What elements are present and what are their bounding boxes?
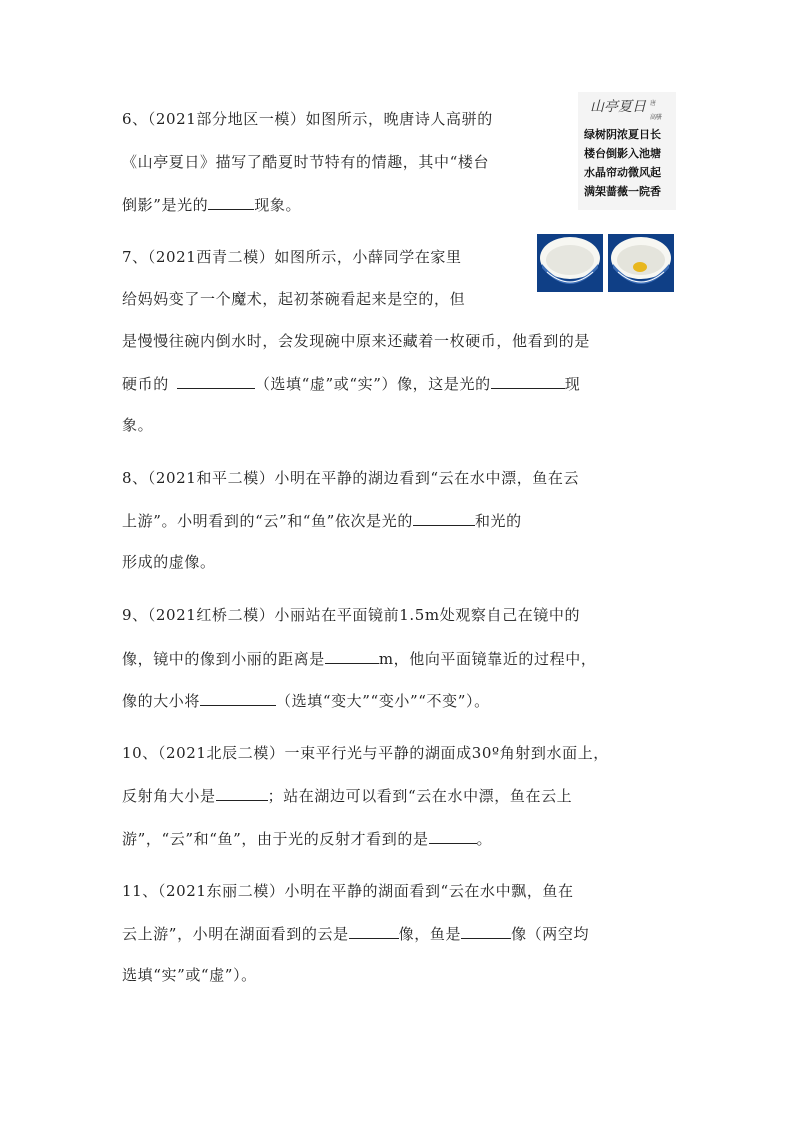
q9-text: 像，镜中的像到小丽的距离是 [122, 650, 325, 668]
q10-line-3 [122, 827, 492, 849]
q8-line-3: 形成的虚像。 [122, 553, 216, 571]
q11-line-2 [122, 922, 589, 944]
q9-text: 像的大小将 [122, 692, 201, 710]
q9-line-1: 9、（2021红桥二模）小丽站在平面镜前1.5m处观察自己在镜中的 [122, 606, 581, 624]
q7-text: （选填“虚”或“实”）像，这是光的 [254, 375, 491, 393]
q10-text: 游”，“云”和“鱼”，由于光的反射才看到的是 [122, 830, 429, 848]
poem-image [578, 92, 676, 210]
poem-line: 绿树阴浓夏日长 [584, 128, 661, 141]
poem-title: 山亭夏日 [590, 99, 646, 115]
answer-blank[interactable] [491, 372, 565, 389]
q10-text: 反射角大小是 [122, 787, 216, 805]
q9-line-3 [122, 689, 490, 711]
q11-line-3: 选填“实”或“虚”）。 [122, 966, 257, 984]
q10-line-2 [122, 784, 572, 806]
answer-blank[interactable] [325, 647, 379, 664]
poem-author-tag: 唐 [650, 100, 657, 107]
poem-author: 高骈 [650, 114, 663, 121]
coin-bowl-image [608, 234, 674, 292]
q7-line-2: 给妈妈变了一个魔术，起初茶碗看起来是空的，但 [122, 290, 466, 308]
q7-line-4 [122, 372, 580, 394]
q9-text: m，他向平面镜靠近的过程中， [378, 650, 597, 668]
q10-line-1: 10、（2021北辰二模）一束平行光与平静的湖面成30º角射到水面上， [122, 744, 609, 762]
q7-line-5: 象。 [122, 416, 154, 434]
answer-blank[interactable] [200, 689, 276, 706]
q11-line-1: 11、（2021东丽二模）小明在平静的湖面看到“云在水中飘，鱼在 [122, 882, 574, 900]
q10-text: 。 [476, 830, 493, 848]
q8-line-1: 8、（2021和平二模）小明在平静的湖边看到“云在水中漂，鱼在云 [122, 469, 580, 487]
q8-text: 上游”。小明看到的“云”和“鱼”依次是光的 [122, 512, 413, 530]
poem-line: 楼台倒影入池塘 [584, 147, 661, 160]
q6-text: 现象。 [254, 196, 302, 214]
q6-line-1: 6、（2021部分地区一模）如图所示，晚唐诗人高骈的 [122, 110, 493, 128]
answer-blank[interactable] [216, 784, 268, 801]
poem-line: 满架蔷薇一院香 [584, 185, 661, 198]
poem-line: 水晶帘动微风起 [584, 166, 661, 179]
q9-line-2 [122, 647, 596, 669]
q9-text: （选填“变大”“变小”“不变”）。 [276, 692, 490, 710]
answer-blank[interactable] [461, 922, 511, 939]
answer-blank[interactable] [177, 372, 255, 389]
answer-blank[interactable] [208, 193, 254, 210]
q6-text: 倒影”是光的 [122, 196, 209, 214]
q10-text: ；站在湖边可以看到“云在水中漂，鱼在云上 [267, 787, 573, 805]
answer-blank[interactable] [429, 827, 477, 844]
q7-line-1: 7、（2021西青二模）如图所示，小薛同学在家里 [122, 248, 462, 266]
q11-text: 像（两空均 [511, 925, 590, 943]
q7-line-3: 是慢慢往碗内倒水时，会发现碗中原来还藏着一枚硬币，他看到的是 [122, 332, 591, 350]
q7-text: 现 [564, 375, 581, 393]
q7-text: 硬币的 [122, 375, 169, 393]
q11-text: 云上游”，小明在湖面看到的云是 [122, 925, 349, 943]
q6-line-3 [122, 193, 301, 215]
q8-text: 和光的 [474, 512, 522, 530]
q11-text: 像，鱼是 [398, 925, 462, 943]
answer-blank[interactable] [413, 509, 475, 526]
q6-line-2: 《山亭夏日》描写了酷夏时节特有的情趣，其中“楼台 [122, 153, 490, 171]
q8-line-2 [122, 509, 522, 531]
empty-bowl-image [537, 234, 603, 292]
answer-blank[interactable] [349, 922, 399, 939]
